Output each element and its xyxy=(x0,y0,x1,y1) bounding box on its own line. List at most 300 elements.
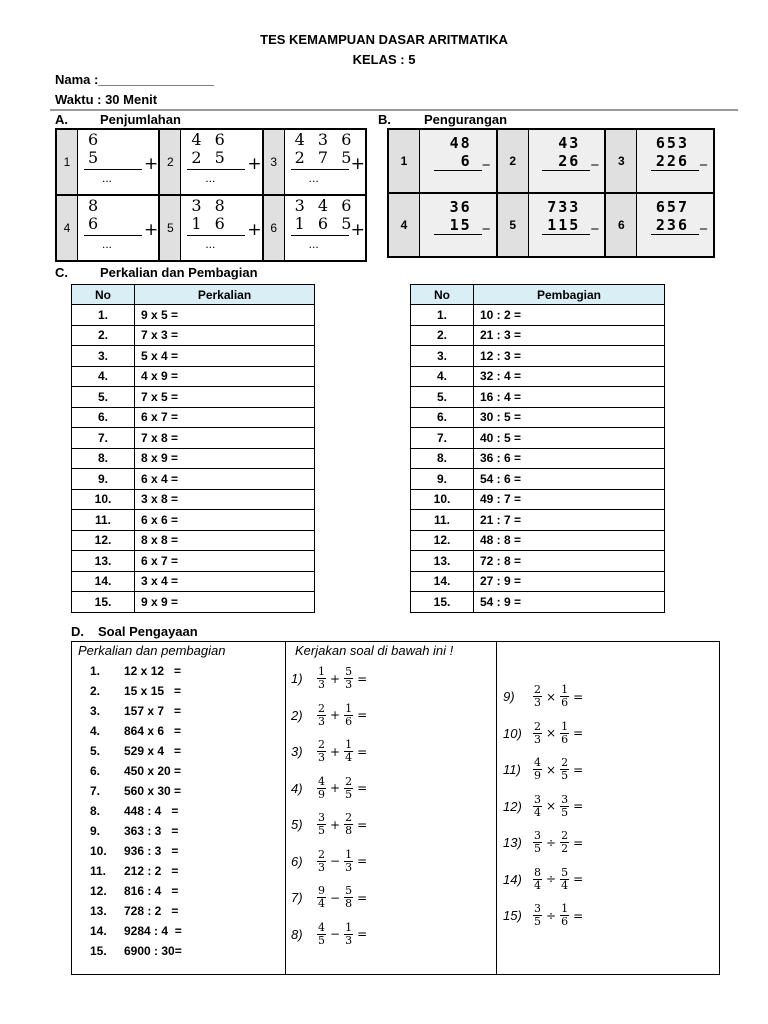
denominator: 5 xyxy=(534,915,541,928)
denominator: 6 xyxy=(345,714,353,728)
fraction-question[interactable] xyxy=(291,922,367,947)
division-question[interactable]: 27 : 9 = xyxy=(474,571,665,592)
denominator: 5 xyxy=(318,933,325,947)
minuend: 43 xyxy=(558,134,581,152)
fraction xyxy=(317,922,326,947)
denominator: 9 xyxy=(318,787,325,801)
addend-bottom: 6 xyxy=(88,214,103,233)
multiplication-question[interactable]: 7 x 5 = xyxy=(135,387,315,408)
sum-line xyxy=(291,235,349,236)
arithmetic-question[interactable]: 6900 : 30= xyxy=(124,944,182,958)
row-number: 5. xyxy=(411,387,474,408)
fraction xyxy=(533,903,542,928)
question-number: 9) xyxy=(503,689,515,704)
plus-sign: + xyxy=(247,154,262,174)
operator: + xyxy=(330,781,341,795)
question-number: 15) xyxy=(503,908,522,923)
answer-blank[interactable]: ... xyxy=(205,237,216,251)
subtrahend: 115 xyxy=(547,216,581,234)
fraction-question[interactable] xyxy=(291,666,367,691)
fraction-question[interactable] xyxy=(291,739,367,764)
section-a-title: Penjumlahan xyxy=(100,112,181,127)
fraction xyxy=(533,794,542,819)
operator: ÷ xyxy=(546,908,557,923)
multiplication-question[interactable]: 6 x 7 = xyxy=(135,551,315,572)
subtrahend: 6 xyxy=(460,152,472,170)
fraction-question[interactable] xyxy=(503,721,583,746)
fraction-question[interactable] xyxy=(291,703,367,728)
denominator: 5 xyxy=(345,787,353,801)
denominator: 3 xyxy=(345,678,353,691)
problem-number: 1 xyxy=(57,130,78,194)
table-row xyxy=(72,571,315,592)
denominator: 6 xyxy=(561,696,569,709)
sum-line xyxy=(187,235,245,236)
arithmetic-question[interactable]: 560 x 30 = xyxy=(124,784,182,798)
equals-sign: = xyxy=(357,781,368,795)
column-header-no: No xyxy=(72,285,135,305)
problem-number: 8. xyxy=(90,804,101,818)
numerator: 1 xyxy=(561,902,569,915)
numerator: 2 xyxy=(561,829,569,842)
equals-sign: = xyxy=(357,708,368,722)
row-number: 1. xyxy=(411,305,474,326)
fraction xyxy=(560,794,569,819)
addend-bottom: 2 5 xyxy=(191,148,229,167)
division-question[interactable]: 40 : 5 = xyxy=(474,428,665,449)
operator: ÷ xyxy=(546,872,557,886)
table-row xyxy=(411,428,665,449)
denominator: 6 xyxy=(561,732,569,746)
table-row xyxy=(411,489,665,510)
arithmetic-question[interactable]: 212 : 2 = xyxy=(124,864,179,878)
multiplication-question[interactable]: 3 x 4 = xyxy=(135,571,315,592)
numerator: 4 xyxy=(318,920,325,934)
fraction-question[interactable] xyxy=(503,903,583,928)
addition-problem xyxy=(56,195,159,261)
denominator: 5 xyxy=(534,842,541,855)
fraction-question[interactable] xyxy=(291,812,367,837)
multiplication-question[interactable]: 6 x 4 = xyxy=(135,469,315,490)
minuend: 733 xyxy=(547,198,581,216)
table-row xyxy=(411,387,665,408)
question-number: 13) xyxy=(503,835,522,850)
equals-sign: = xyxy=(357,854,368,868)
equals-sign: = xyxy=(573,689,584,704)
minuend: 36 xyxy=(449,198,472,216)
equals-sign: = xyxy=(357,890,368,905)
numerator: 3 xyxy=(534,902,541,915)
row-number: 8. xyxy=(411,448,474,469)
numerator: 2 xyxy=(318,701,325,715)
problem-number: 3. xyxy=(90,704,101,718)
denominator: 5 xyxy=(561,769,569,782)
fraction xyxy=(533,867,542,892)
table-row xyxy=(411,346,665,367)
addend-bottom: 1 6 5 xyxy=(294,214,356,233)
equals-sign: = xyxy=(357,744,368,759)
subtraction-grid xyxy=(387,128,715,258)
arithmetic-question[interactable]: 157 x 7 = xyxy=(124,704,182,718)
row-number: 4. xyxy=(411,366,474,387)
row-number: 3. xyxy=(411,346,474,367)
table-row xyxy=(411,530,665,551)
operator: − xyxy=(330,927,341,941)
question-number: 10) xyxy=(503,725,522,741)
question-number: 14) xyxy=(503,871,522,887)
answer-blank[interactable]: ... xyxy=(308,171,319,185)
division-table xyxy=(410,284,665,613)
difference-line xyxy=(651,170,699,171)
division-question[interactable]: 21 : 3 = xyxy=(474,325,665,346)
plus-sign: + xyxy=(350,220,365,240)
multiplication-question[interactable]: 6 x 7 = xyxy=(135,407,315,428)
table-row xyxy=(72,407,315,428)
fraction xyxy=(533,757,542,782)
operator: × xyxy=(546,799,557,813)
answer-blank[interactable]: ... xyxy=(205,171,216,185)
denominator: 6 xyxy=(561,915,569,928)
row-number: 7. xyxy=(72,428,135,449)
table-row xyxy=(411,510,665,531)
enrichment-box xyxy=(71,641,720,975)
column-2-title: Kerjakan soal di bawah ini ! xyxy=(295,643,454,658)
sum-line xyxy=(187,169,245,170)
problem-body xyxy=(181,130,261,194)
problem-number: 6. xyxy=(90,764,101,778)
arithmetic-question[interactable]: 529 x 4 = xyxy=(124,744,182,758)
operator: + xyxy=(330,744,341,759)
multiplication-table xyxy=(71,284,315,613)
column-header-no: No xyxy=(411,285,474,305)
division-question[interactable]: 21 : 7 = xyxy=(474,510,665,531)
time-label: Waktu : 30 Menit xyxy=(55,92,158,107)
row-number: 6. xyxy=(411,407,474,428)
fraction xyxy=(317,666,326,691)
table-row xyxy=(72,305,315,326)
class-label: KELAS : 5 xyxy=(352,52,416,67)
table-row xyxy=(411,592,665,613)
row-number: 4. xyxy=(72,366,135,387)
arithmetic-question[interactable]: 15 x 15 = xyxy=(124,684,182,698)
question-number: 6) xyxy=(291,853,303,869)
table-row xyxy=(411,325,665,346)
subtraction-problem xyxy=(497,193,606,257)
row-number: 3. xyxy=(72,346,135,367)
table-row xyxy=(72,530,315,551)
division-question[interactable]: 16 : 4 = xyxy=(474,387,665,408)
row-number: 10. xyxy=(411,489,474,510)
table-row xyxy=(72,489,315,510)
problem-number: 9. xyxy=(90,824,101,838)
table-row xyxy=(411,551,665,572)
section-c-title: Perkalian dan Pembagian xyxy=(100,265,258,280)
minuend: 653 xyxy=(655,134,689,152)
division-question[interactable]: 54 : 9 = xyxy=(474,592,665,613)
arithmetic-question[interactable]: 864 x 6 = xyxy=(124,724,182,738)
denominator: 8 xyxy=(345,824,353,837)
table-row xyxy=(72,592,315,613)
equals-sign: = xyxy=(573,872,584,886)
answer-blank[interactable]: ... xyxy=(102,171,113,185)
addend-top: 6 xyxy=(88,130,103,149)
fraction xyxy=(317,849,326,874)
addition-problem xyxy=(159,129,262,195)
problem-number: 2 xyxy=(498,130,529,192)
table-row xyxy=(72,551,315,572)
arithmetic-question[interactable]: 448 : 4 = xyxy=(124,804,179,818)
operator: − xyxy=(330,890,341,905)
row-number: 2. xyxy=(72,325,135,346)
minus-sign: _ xyxy=(699,214,707,230)
row-number: 15. xyxy=(72,592,135,613)
problem-number: 7. xyxy=(90,784,101,798)
plus-sign: + xyxy=(350,154,365,174)
addition-grid xyxy=(55,128,367,262)
fraction xyxy=(317,885,326,910)
fraction xyxy=(533,830,542,855)
problem-body xyxy=(420,194,496,256)
problem-number: 1. xyxy=(90,664,101,678)
plus-sign: + xyxy=(247,220,262,240)
problem-number: 2. xyxy=(90,684,101,698)
equals-sign: = xyxy=(357,817,368,832)
multiplication-question[interactable]: 5 x 4 = xyxy=(135,346,315,367)
equals-sign: = xyxy=(573,799,584,813)
operator: × xyxy=(546,726,557,740)
problem-body xyxy=(78,196,158,260)
multiplication-question[interactable]: 9 x 9 = xyxy=(135,592,315,613)
section-d-letter: D. xyxy=(71,624,84,639)
division-question[interactable]: 72 : 8 = xyxy=(474,551,665,572)
multiplication-question[interactable]: 9 x 5 = xyxy=(135,305,315,326)
arithmetic-question[interactable]: 12 x 12 = xyxy=(124,664,182,678)
section-a-letter: A. xyxy=(55,112,68,127)
row-number: 9. xyxy=(411,469,474,490)
division-question[interactable]: 10 : 2 = xyxy=(474,305,665,326)
division-question[interactable]: 48 : 8 = xyxy=(474,530,665,551)
multiplication-question[interactable]: 7 x 3 = xyxy=(135,325,315,346)
denominator: 3 xyxy=(345,860,353,874)
arithmetic-question[interactable]: 363 : 3 = xyxy=(124,824,179,838)
arithmetic-question[interactable]: 936 : 3 = xyxy=(124,844,179,858)
addend-top: 3 4 6 xyxy=(294,196,356,215)
fraction xyxy=(344,922,353,947)
difference-line xyxy=(434,234,482,235)
subtrahend: 236 xyxy=(655,216,689,234)
subtrahend: 226 xyxy=(655,152,689,170)
table-row xyxy=(411,571,665,592)
fraction xyxy=(344,812,353,837)
addend-bottom: 1 6 xyxy=(191,214,229,233)
difference-line xyxy=(651,234,699,235)
name-field[interactable]: Nama :________________ xyxy=(55,72,215,87)
denominator: 3 xyxy=(534,732,541,746)
fraction xyxy=(533,721,542,746)
multiplication-question[interactable]: 4 x 9 = xyxy=(135,366,315,387)
header-divider xyxy=(50,109,738,111)
denominator: 3 xyxy=(345,933,353,947)
fraction-question[interactable] xyxy=(291,885,367,910)
denominator: 5 xyxy=(318,824,325,837)
difference-line xyxy=(542,170,590,171)
fraction xyxy=(560,830,569,855)
operator: × xyxy=(546,689,557,704)
row-number: 2. xyxy=(411,325,474,346)
division-question[interactable]: 32 : 4 = xyxy=(474,366,665,387)
row-number: 11. xyxy=(411,510,474,531)
division-question[interactable]: 54 : 6 = xyxy=(474,469,665,490)
fraction xyxy=(560,867,569,892)
column-header-perkalian: Perkalian xyxy=(135,285,315,305)
addition-problem xyxy=(56,129,159,195)
addend-top: 8 xyxy=(88,196,103,215)
arithmetic-question[interactable]: 450 x 20 = xyxy=(124,764,182,778)
multiplication-question[interactable]: 3 x 8 = xyxy=(135,489,315,510)
problem-number: 10. xyxy=(90,844,107,858)
question-number: 5) xyxy=(291,817,303,832)
question-number: 3) xyxy=(291,744,303,759)
problem-body xyxy=(285,130,365,194)
page-title: TES KEMAMPUAN DASAR ARITMATIKA xyxy=(260,32,508,47)
subtraction-problem xyxy=(388,193,497,257)
addition-problem xyxy=(263,195,366,261)
question-number: 4) xyxy=(291,780,303,796)
problem-number: 5. xyxy=(90,744,101,758)
row-number: 14. xyxy=(72,571,135,592)
equals-sign: = xyxy=(573,726,584,740)
subtrahend: 15 xyxy=(449,216,472,234)
fraction xyxy=(533,684,542,709)
fraction xyxy=(344,739,353,764)
numerator: 2 xyxy=(534,719,541,733)
operator: × xyxy=(546,762,557,777)
numerator: 5 xyxy=(561,865,569,879)
numerator: 2 xyxy=(345,774,353,788)
division-question[interactable]: 30 : 5 = xyxy=(474,407,665,428)
addition-problem xyxy=(263,129,366,195)
fraction-question[interactable] xyxy=(503,867,583,892)
fraction xyxy=(344,666,353,691)
numerator: 3 xyxy=(534,792,541,806)
equals-sign: = xyxy=(573,908,584,923)
question-number: 7) xyxy=(291,890,303,905)
equals-sign: = xyxy=(357,671,368,686)
fraction-question[interactable] xyxy=(503,757,583,782)
fraction xyxy=(560,757,569,782)
problem-number: 4 xyxy=(57,196,78,260)
section-b-title: Pengurangan xyxy=(424,112,508,127)
multiplication-question[interactable]: 7 x 8 = xyxy=(135,428,315,449)
fraction xyxy=(344,703,353,728)
fraction-question[interactable] xyxy=(503,794,583,819)
numerator: 5 xyxy=(345,884,353,897)
problem-number: 4 xyxy=(389,194,420,256)
answer-blank[interactable]: ... xyxy=(308,237,319,251)
problem-number: 14. xyxy=(90,924,107,938)
table-row xyxy=(411,366,665,387)
fraction xyxy=(344,849,353,874)
numerator: 1 xyxy=(345,738,353,751)
addend-top: 3 8 xyxy=(191,196,229,215)
row-number: 10. xyxy=(72,489,135,510)
numerator: 2 xyxy=(318,738,325,751)
question-number: 8) xyxy=(291,926,303,942)
table-row xyxy=(72,510,315,531)
subtraction-problem xyxy=(605,193,714,257)
fraction xyxy=(344,885,353,910)
question-number: 1) xyxy=(291,671,303,686)
problem-number: 13. xyxy=(90,904,107,918)
table-row xyxy=(72,448,315,469)
fraction-question[interactable] xyxy=(291,776,367,801)
numerator: 2 xyxy=(561,756,569,769)
denominator: 8 xyxy=(345,897,353,910)
problem-number: 5 xyxy=(498,194,529,256)
fraction xyxy=(317,776,326,801)
question-number: 2) xyxy=(291,707,303,723)
row-number: 14. xyxy=(411,571,474,592)
fraction-question[interactable] xyxy=(503,684,583,709)
fraction xyxy=(317,812,326,837)
arithmetic-question[interactable]: 728 : 2 = xyxy=(124,904,179,918)
table-row xyxy=(411,305,665,326)
division-question[interactable]: 49 : 7 = xyxy=(474,489,665,510)
problem-body xyxy=(637,130,713,192)
problem-number: 6 xyxy=(264,196,285,260)
minus-sign: _ xyxy=(591,214,599,230)
division-question[interactable]: 12 : 3 = xyxy=(474,346,665,367)
row-number: 8. xyxy=(72,448,135,469)
table-row xyxy=(411,407,665,428)
numerator: 3 xyxy=(318,811,325,824)
row-number: 6. xyxy=(72,407,135,428)
row-number: 1. xyxy=(72,305,135,326)
division-question[interactable]: 36 : 6 = xyxy=(474,448,665,469)
section-c-letter: C. xyxy=(55,265,68,280)
fraction-question[interactable] xyxy=(291,849,367,874)
difference-line xyxy=(542,234,590,235)
multiplication-question[interactable]: 6 x 6 = xyxy=(135,510,315,531)
equals-sign: = xyxy=(573,762,584,777)
arithmetic-question[interactable]: 816 : 4 = xyxy=(124,884,179,898)
problem-number: 12. xyxy=(90,884,107,898)
answer-blank[interactable]: ... xyxy=(102,237,113,251)
problem-body xyxy=(285,196,365,260)
problem-number: 6 xyxy=(606,194,637,256)
arithmetic-question[interactable]: 9284 : 4 = xyxy=(124,924,182,938)
fraction-question[interactable] xyxy=(503,830,583,855)
denominator: 3 xyxy=(318,751,325,764)
column-1-title: Perkalian dan pembagian xyxy=(78,643,226,658)
numerator: 1 xyxy=(345,847,353,861)
problem-body xyxy=(637,194,713,256)
denominator: 9 xyxy=(534,769,541,782)
problem-number: 2 xyxy=(160,130,181,194)
enrichment-column-2 xyxy=(285,642,497,974)
table-row xyxy=(72,325,315,346)
row-number: 13. xyxy=(72,551,135,572)
numerator: 2 xyxy=(318,847,325,861)
addend-top: 4 3 6 xyxy=(294,130,356,149)
multiplication-question[interactable]: 8 x 9 = xyxy=(135,448,315,469)
minus-sign: _ xyxy=(482,214,490,230)
multiplication-question[interactable]: 8 x 8 = xyxy=(135,530,315,551)
row-number: 11. xyxy=(72,510,135,531)
denominator: 4 xyxy=(345,751,353,764)
row-number: 12. xyxy=(72,530,135,551)
row-number: 7. xyxy=(411,428,474,449)
